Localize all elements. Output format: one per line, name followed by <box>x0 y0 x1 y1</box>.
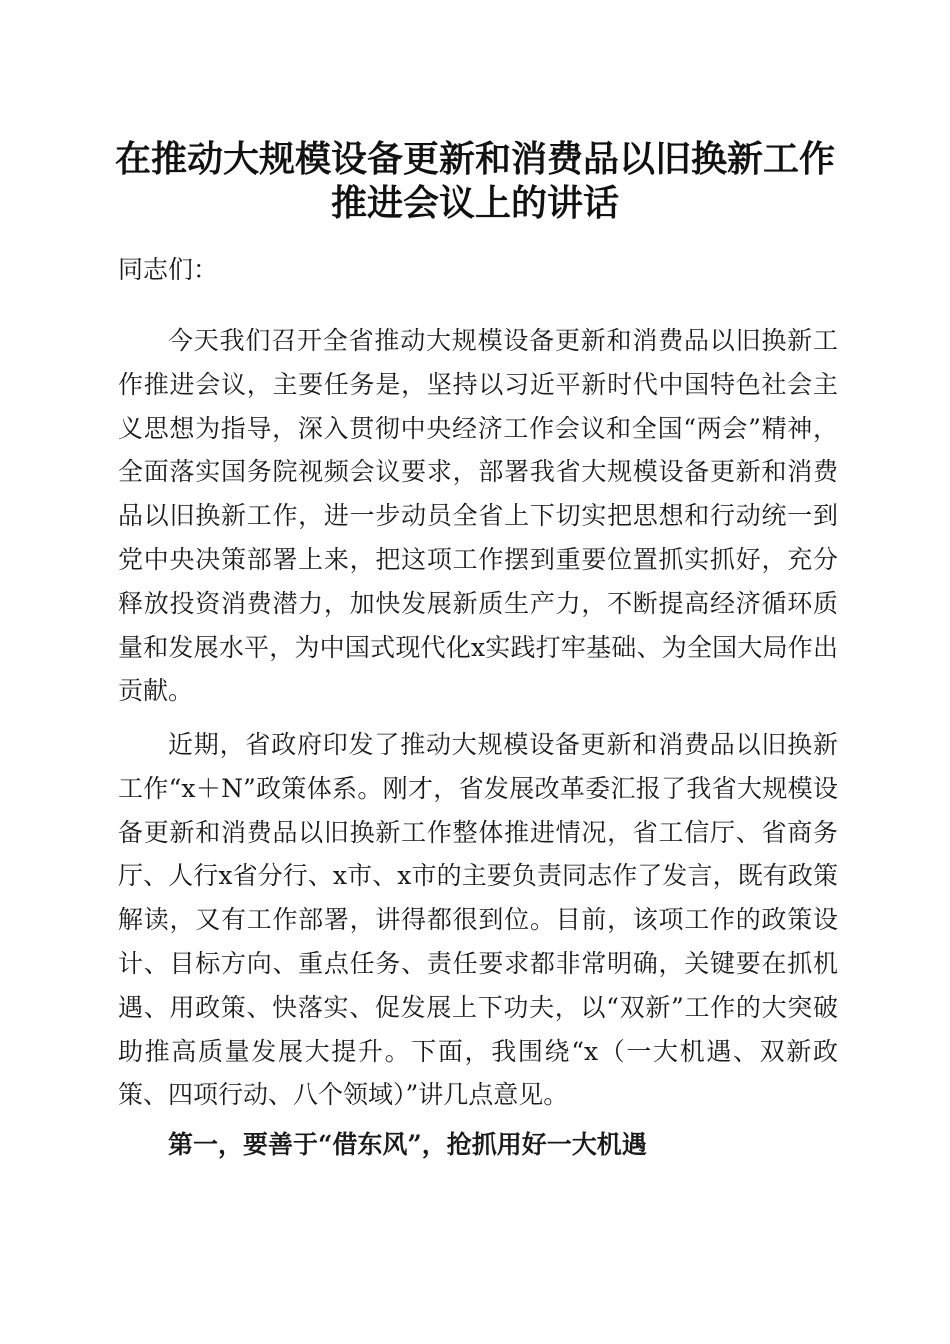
document-title-line-1: 在推动大规模设备更新和消费品以旧换新工作 <box>114 138 835 180</box>
salutation: 同志们： <box>118 255 219 284</box>
body-paragraph-2: 近期，省政府印发了推动大规模设备更新和消费品以旧换新工作“x＋N”政策体系。刚才，省发展改革委汇报了我省大规模设备更新和消费品以旧换新工作整体推进情况，省工信厅、省商务厅、人行x省分行、x市、x市的主要负责同志作了发言，既有政策解读，又有工作部署，讲得都很到位。目前，该项工作的政策设计、目标方向、重点任务、责任要求都非常明确，关键要在抓机遇、用政策、快落实、促发展上下功夫，以“双新”工作的大突破助推高质量发展大提升。下面，我围绕“x（一大机遇、双新政策、四项行动、八个领域）”讲几点意见。 <box>118 730 838 1110</box>
document-title-line-2: 推进会议上的讲话 <box>330 182 619 224</box>
section-heading-1: 第一，要善于“借东风”，抢抓用好一大机遇 <box>168 1130 647 1159</box>
body-paragraph-1: 今天我们召开全省推动大规模设备更新和消费品以旧换新工作推进会议，主要任务是，坚持以习近平新时代中国特色社会主义思想为指导，深入贯彻中央经济工作会议和全国“两会”精神，全面落实国务院视频会议要求，部署我省大规模设备更新和消费品以旧换新工作，进一步动员全省上下切实把思想和行动统一到党中央决策部署上来，把这项工作摆到重要位置抓实抓好，充分释放投资消费潜力，加快发展新质生产力，不断提高经济循环质量和发展水平，为中国式现代化x实践打牢基础、为全国大局作出贡献。 <box>118 326 838 706</box>
